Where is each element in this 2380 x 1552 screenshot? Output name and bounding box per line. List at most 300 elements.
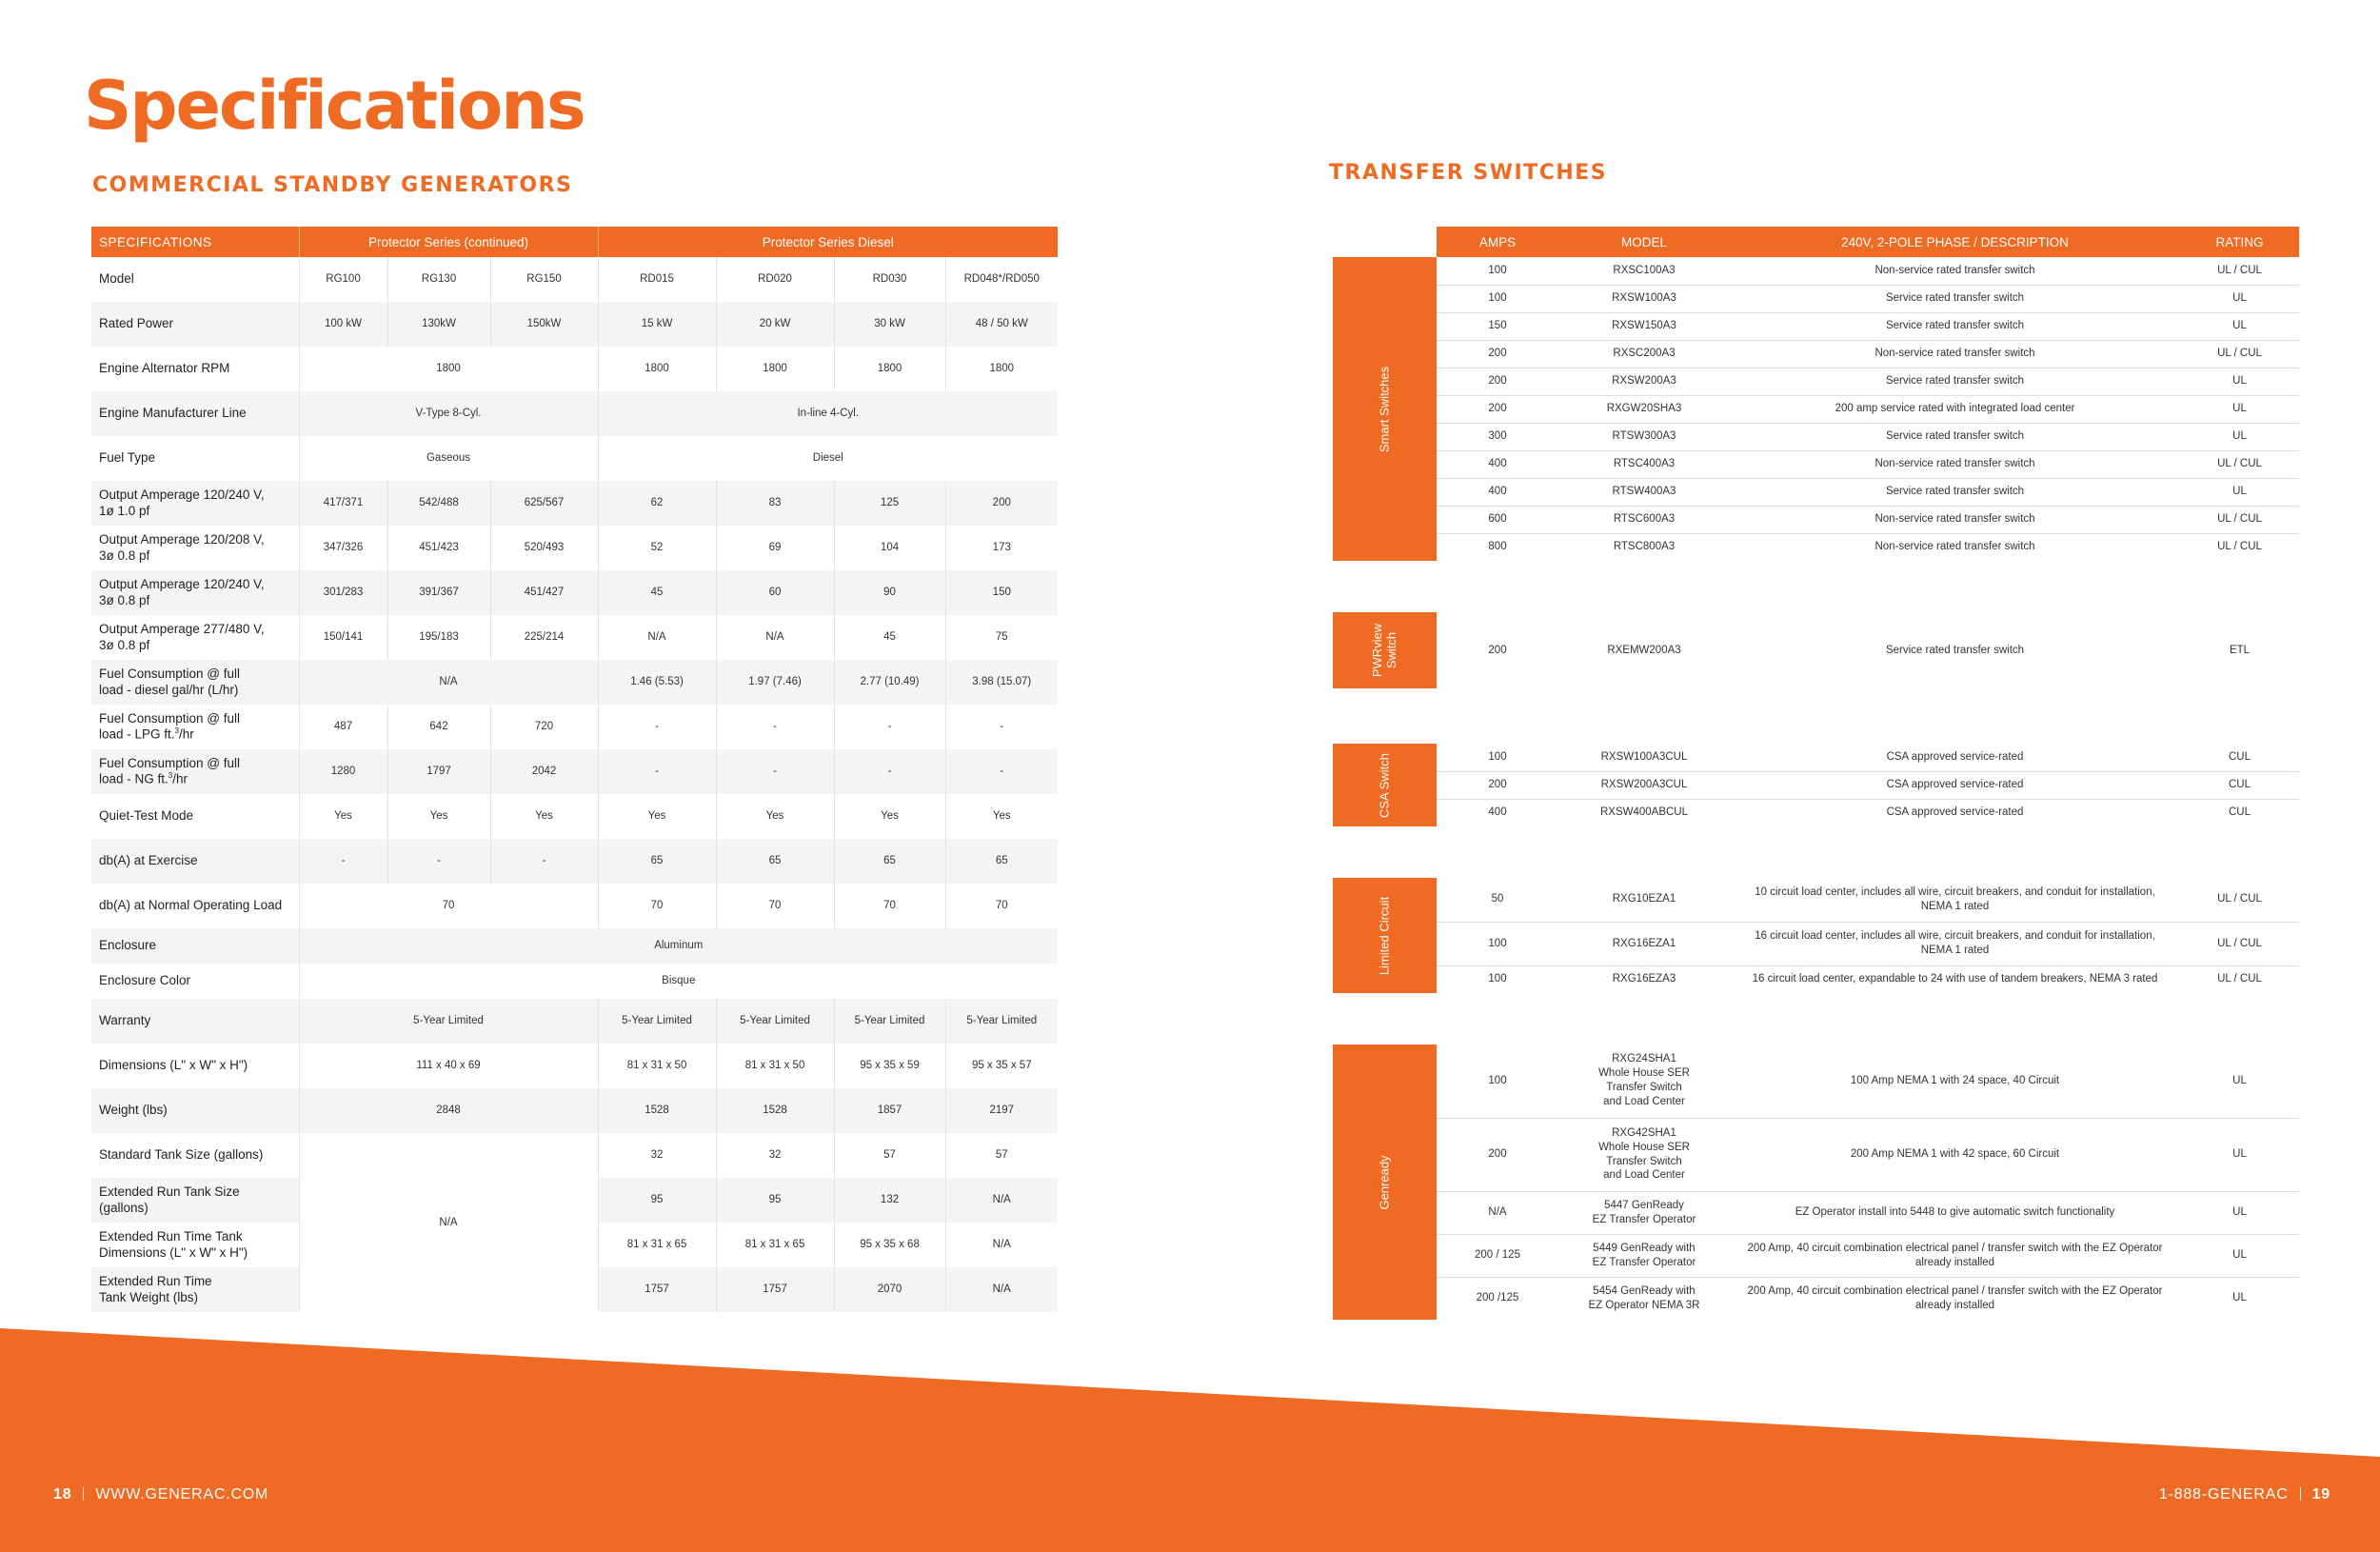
- table-cell: 2197: [945, 1088, 1058, 1133]
- table-cell: 225/214: [490, 615, 598, 660]
- table-cell: 173: [945, 526, 1058, 570]
- model-line: 5449 GenReady with: [1593, 1242, 1696, 1254]
- desc-line: 10 circuit load center, includes all wire, circuit breakers, and conduit for installation,: [1755, 885, 2155, 898]
- table-row: [91, 749, 1058, 794]
- table-cell: 70: [598, 884, 716, 928]
- table-cell: 200: [1437, 395, 1558, 423]
- table-cell: 2.77 (10.49): [834, 660, 945, 705]
- table-row: [91, 1044, 1058, 1088]
- table-row: [1333, 423, 2299, 450]
- table-cell: 70: [834, 884, 945, 928]
- desc-line: NEMA 1 rated: [1920, 900, 1990, 912]
- table-cell: UL / CUL: [2180, 450, 2299, 478]
- table-cell: 32: [716, 1133, 834, 1178]
- page-number-left: 18: [53, 1486, 72, 1502]
- spacer-cell: [1333, 993, 2299, 1045]
- table-row: [91, 1088, 1058, 1133]
- row-label: Model: [99, 271, 134, 287]
- table-row: [1333, 922, 2299, 965]
- row-label: Warranty: [91, 999, 299, 1044]
- group-label-csa-switch: [1333, 744, 1437, 826]
- table-cell: [1558, 1191, 1730, 1234]
- table-row: [91, 391, 1058, 436]
- table-row: [91, 302, 1058, 347]
- table-cell: -: [598, 705, 716, 749]
- generator-spec-table: [91, 227, 1058, 1312]
- table-cell: 1800: [834, 347, 945, 391]
- section-title-generators: COMMERCIAL STANDBY GENERATORS: [92, 173, 573, 197]
- spacer-cell: [1333, 688, 2299, 744]
- table-cell: 800: [1488, 541, 1507, 553]
- table-cell: N/A: [945, 1223, 1058, 1267]
- table-cell: 487: [299, 705, 387, 749]
- table-cell: 195/183: [387, 615, 490, 660]
- group-label-text: [1371, 624, 1399, 677]
- row-label: Weight (lbs): [91, 1088, 299, 1133]
- table-cell: N/A: [299, 1133, 598, 1312]
- table-cell: 65: [598, 839, 716, 884]
- row-label: Enclosure: [91, 928, 299, 964]
- model-line: Transfer Switch: [1606, 1082, 1682, 1094]
- table-cell: RXSW150A3: [1558, 312, 1730, 340]
- table-cell: 5-Year Limited: [598, 999, 716, 1044]
- table-cell: 200: [945, 481, 1058, 526]
- table-cell: 57: [945, 1133, 1058, 1178]
- header-description: 240V, 2-POLE PHASE / DESCRIPTION: [1730, 227, 2180, 257]
- header-amps: AMPS: [1437, 227, 1558, 257]
- row-label: db(A) at Normal Operating Load: [99, 898, 283, 913]
- table-cell: RXG16EZA3: [1612, 973, 1676, 985]
- label-line: Tank Weight (lbs): [99, 1289, 199, 1304]
- table-cell: 20 kW: [716, 302, 834, 347]
- table-cell: Yes: [716, 794, 834, 839]
- model-line: RXG24SHA1: [1612, 1053, 1676, 1065]
- table-cell: 200: [1488, 644, 1507, 656]
- table-cell: 1800: [716, 347, 834, 391]
- table-row: [1333, 478, 2299, 506]
- footer-band-shape: [0, 1328, 2380, 1552]
- group-label-line: Switch: [1383, 631, 1398, 669]
- table-cell: 95: [598, 1178, 716, 1223]
- row-label: [91, 526, 299, 570]
- label-line: 1ø 1.0 pf: [99, 503, 150, 518]
- table-cell: 3.98 (15.07): [945, 660, 1058, 705]
- table-row: [91, 839, 1058, 884]
- table-cell: -: [945, 749, 1058, 794]
- group-spacer: [1333, 688, 2299, 744]
- model-line: and Load Center: [1603, 1169, 1685, 1182]
- table-cell: 70: [945, 884, 1058, 928]
- table-cell: 1757: [716, 1267, 834, 1312]
- table-cell: 57: [834, 1133, 945, 1178]
- table-cell: 520/493: [490, 526, 598, 570]
- table-cell: -: [716, 749, 834, 794]
- group-label-text: Genready: [1377, 1154, 1392, 1210]
- table-cell: UL / CUL: [2180, 878, 2299, 922]
- footer-divider: [2300, 1487, 2301, 1501]
- table-row: [91, 347, 1058, 391]
- table-cell: RXSC100A3: [1558, 257, 1730, 285]
- table-cell: 2070: [834, 1267, 945, 1312]
- table-cell: 542/488: [387, 481, 490, 526]
- table-cell: UL: [2180, 423, 2299, 450]
- table-row: [1333, 771, 2299, 799]
- table-cell: CSA approved service-rated: [1886, 806, 2024, 819]
- table-cell: Bisque: [299, 964, 1058, 999]
- table-cell: N/A: [945, 1267, 1058, 1312]
- table-row: [91, 481, 1058, 526]
- label-line: /hr: [179, 726, 194, 742]
- label-line: /hr: [172, 771, 188, 786]
- group-spacer: [1333, 561, 2299, 612]
- group-label-text: CSA Switch: [1377, 752, 1392, 818]
- table-row: [1333, 1118, 2299, 1191]
- label-line: Output Amperage 120/240 V,: [99, 577, 265, 592]
- row-label: Rated Power: [91, 302, 299, 347]
- label-line: load - diesel gal/hr (L/hr): [99, 682, 239, 697]
- row-label: [91, 481, 299, 526]
- table-cell: Service rated transfer switch: [1730, 285, 2180, 312]
- table-cell: [1730, 1234, 2180, 1277]
- table-row: [1333, 744, 2299, 771]
- table-row: [1333, 612, 2299, 688]
- table-cell: Service rated transfer switch: [1730, 312, 2180, 340]
- table-cell: 70: [716, 884, 834, 928]
- table-cell: -: [387, 839, 490, 884]
- model-line: Transfer Switch: [1606, 1155, 1682, 1167]
- table-cell: UL: [2180, 1191, 2299, 1234]
- table-cell: 100: [1437, 285, 1558, 312]
- table-cell: 1857: [834, 1088, 945, 1133]
- phone-number[interactable]: 1-888-GENERAC: [2158, 1486, 2289, 1502]
- table-cell: 150: [1437, 312, 1558, 340]
- model-line: 5447 GenReady: [1604, 1199, 1684, 1211]
- table-cell: RD030: [834, 257, 945, 302]
- footer-band: [0, 1314, 2380, 1552]
- table-cell: RXSW200A3CUL: [1558, 771, 1730, 799]
- table-cell: UL: [2180, 1118, 2299, 1191]
- table-cell: 65: [716, 839, 834, 884]
- table-cell: -: [834, 749, 945, 794]
- table-cell: Yes: [598, 794, 716, 839]
- table-cell: 100: [1437, 922, 1558, 965]
- table-row: [1333, 257, 2299, 285]
- table-cell: Service rated transfer switch: [1885, 644, 2025, 656]
- table-cell: 48 / 50 kW: [945, 302, 1058, 347]
- table-cell: Gaseous: [299, 436, 598, 481]
- label-line: 3ø 0.8 pf: [99, 592, 150, 607]
- table-row: [1333, 799, 2299, 826]
- table-cell: 2848: [299, 1088, 598, 1133]
- table-cell: -: [299, 839, 387, 884]
- table-cell: Non-service rated transfer switch: [1730, 257, 2180, 285]
- group-label-genready: [1333, 1045, 1437, 1320]
- table-cell: Service rated transfer switch: [1730, 368, 2180, 395]
- table-cell: 5-Year Limited: [834, 999, 945, 1044]
- label-line: Fuel Consumption @ full: [99, 711, 241, 726]
- table-cell: RXG16EZA1: [1558, 922, 1730, 965]
- table-row: [1333, 395, 2299, 423]
- table-row: [1333, 312, 2299, 340]
- desc-line: NEMA 1 rated: [1920, 945, 1990, 956]
- table-cell: RTSC600A3: [1558, 506, 1730, 533]
- table-cell: RTSW400A3: [1558, 478, 1730, 506]
- table-row: [1333, 368, 2299, 395]
- transfer-switch-table: [1333, 227, 2299, 1320]
- label-line: load - NG ft.: [99, 771, 169, 786]
- table-cell: 95 x 35 x 68: [834, 1223, 945, 1267]
- table-cell: 60: [716, 570, 834, 615]
- table-cell: 2042: [490, 749, 598, 794]
- table-cell: RXG10EZA1: [1558, 878, 1730, 922]
- table-cell: 400: [1437, 450, 1558, 478]
- desc-line: 200 Amp, 40 circuit combination electrical panel / transfer switch with the EZ Operator: [1747, 1242, 2163, 1254]
- table-cell: 1280: [299, 749, 387, 794]
- table-cell: UL / CUL: [2217, 973, 2262, 985]
- table-cell: 95: [716, 1178, 834, 1223]
- model-line: 5454 GenReady with: [1593, 1284, 1696, 1297]
- label-line: Fuel Consumption @ full: [99, 756, 241, 771]
- table-cell: 5-Year Limited: [716, 999, 834, 1044]
- table-cell: N/A: [716, 615, 834, 660]
- table-cell: UL / CUL: [2217, 541, 2262, 553]
- label-line: Fuel Consumption @ full: [99, 667, 241, 682]
- table-row: [91, 928, 1058, 964]
- table-cell: 100: [1437, 257, 1558, 285]
- table-cell: CSA approved service-rated: [1730, 744, 2180, 771]
- spacer-cell: [1333, 561, 2299, 612]
- label-line: Output Amperage 120/208 V,: [99, 532, 265, 547]
- table-cell: UL / CUL: [2180, 340, 2299, 368]
- desc-line: 200 Amp, 40 circuit combination electrical panel / transfer switch with the EZ Operator: [1747, 1284, 2163, 1297]
- label-line: load - LPG ft.: [99, 726, 175, 742]
- table-cell: 62: [598, 481, 716, 526]
- table-cell: N/A: [945, 1178, 1058, 1223]
- table-cell: 200 Amp NEMA 1 with 42 space, 60 Circuit: [1730, 1118, 2180, 1191]
- table-cell: 1800: [598, 347, 716, 391]
- table-cell: Yes: [490, 794, 598, 839]
- table-cell: 104: [834, 526, 945, 570]
- table-row: [91, 436, 1058, 481]
- table-cell: CUL: [2180, 744, 2299, 771]
- row-label: Quiet-Test Mode: [99, 808, 194, 824]
- table-cell: RXGW20SHA3: [1558, 395, 1730, 423]
- table-row: [1333, 965, 2299, 993]
- row-label: Standard Tank Size (gallons): [99, 1147, 264, 1163]
- group-label-limited-circuit: [1333, 878, 1437, 993]
- model-line: EZ Operator NEMA 3R: [1588, 1299, 1700, 1311]
- table-cell: 100: [1437, 1045, 1558, 1118]
- table-cell: 75: [945, 615, 1058, 660]
- group-label-text: Smart Switches: [1377, 366, 1392, 452]
- table-cell: 100: [1437, 744, 1558, 771]
- table-row: [1333, 1191, 2299, 1234]
- table-cell: 81 x 31 x 50: [598, 1044, 716, 1088]
- table-cell: 81 x 31 x 65: [598, 1223, 716, 1267]
- table-cell: 5-Year Limited: [299, 999, 598, 1044]
- header-blank: [1333, 227, 1437, 257]
- table-cell: 100: [1488, 973, 1507, 985]
- table-cell: 200: [1437, 368, 1558, 395]
- table-cell: RXSW200A3: [1558, 368, 1730, 395]
- table-row: [91, 1133, 1058, 1178]
- group-spacer: [1333, 826, 2299, 878]
- table-cell: [1558, 1118, 1730, 1191]
- row-label: [91, 705, 299, 749]
- table-cell: 150/141: [299, 615, 387, 660]
- table-cell: 417/371: [299, 481, 387, 526]
- table-cell: 90: [834, 570, 945, 615]
- table-cell: UL: [2232, 1292, 2247, 1304]
- group-label-pwrview-switch: [1333, 612, 1437, 688]
- table-cell: 1800: [299, 347, 598, 391]
- table-row: [91, 660, 1058, 705]
- table-cell: 200 amp service rated with integrated load center: [1730, 395, 2180, 423]
- row-label: [91, 749, 299, 794]
- table-cell: 1757: [598, 1267, 716, 1312]
- table-cell: 111 x 40 x 69: [299, 1044, 598, 1088]
- row-label: [91, 570, 299, 615]
- table-cell: Non-service rated transfer switch: [1730, 340, 2180, 368]
- table-cell: 32: [598, 1133, 716, 1178]
- row-label: [91, 615, 299, 660]
- table-cell: 391/367: [387, 570, 490, 615]
- table-cell: 65: [834, 839, 945, 884]
- table-cell: CUL: [2180, 771, 2299, 799]
- table-cell: 130kW: [387, 302, 490, 347]
- table-cell: RXEMW200A3: [1607, 644, 1681, 656]
- footer-left: [53, 1486, 268, 1503]
- table-row: [1333, 340, 2299, 368]
- table-row: [1333, 878, 2299, 922]
- page-number-right: 19: [2311, 1486, 2330, 1502]
- table-cell: 642: [387, 705, 490, 749]
- table-cell: -: [945, 705, 1058, 749]
- header-model: MODEL: [1558, 227, 1730, 257]
- model-line: Whole House SER: [1598, 1141, 1690, 1153]
- table-cell: V-Type 8-Cyl.: [299, 391, 598, 436]
- table-cell: RXSC200A3: [1558, 340, 1730, 368]
- table-cell: UL / CUL: [2180, 506, 2299, 533]
- table-header-row: [1333, 227, 2299, 257]
- table-cell: 100 Amp NEMA 1 with 24 space, 40 Circuit: [1730, 1045, 2180, 1118]
- table-cell: 95 x 35 x 59: [834, 1044, 945, 1088]
- table-row: [91, 999, 1058, 1044]
- table-cell: UL: [2180, 1234, 2299, 1277]
- header-protector-continued: Protector Series (continued): [299, 227, 598, 257]
- table-row: [91, 884, 1058, 928]
- table-cell: 5-Year Limited: [945, 999, 1058, 1044]
- table-cell: 625/567: [490, 481, 598, 526]
- table-cell: 301/283: [299, 570, 387, 615]
- table-cell: UL: [2180, 368, 2299, 395]
- table-cell: RD020: [716, 257, 834, 302]
- table-row: [91, 615, 1058, 660]
- table-cell: RG150: [490, 257, 598, 302]
- table-cell: UL: [2180, 478, 2299, 506]
- table-cell: -: [490, 839, 598, 884]
- row-label: Extended Run Tank Size (gallons): [91, 1178, 299, 1223]
- row-label: Engine Manufacturer Line: [91, 391, 299, 436]
- table-cell: RTSC800A3: [1613, 541, 1676, 553]
- table-cell: N/A: [1437, 1191, 1558, 1234]
- desc-line: 16 circuit load center, includes all wire, circuit breakers, and conduit for installation,: [1755, 930, 2155, 943]
- table-row: [1333, 1045, 2299, 1118]
- desc-line: already installed: [1914, 1256, 1995, 1268]
- row-label: Dimensions (L" x W" x H"): [99, 1058, 248, 1073]
- table-cell: Diesel: [598, 436, 1058, 481]
- superscript: 3: [168, 771, 173, 781]
- table-cell: 720: [490, 705, 598, 749]
- table-row: [1333, 285, 2299, 312]
- table-row: [91, 570, 1058, 615]
- label-line: Output Amperage 277/480 V,: [99, 622, 265, 637]
- table-cell: RXSW100A3: [1558, 285, 1730, 312]
- table-cell: Non-service rated transfer switch: [1730, 450, 2180, 478]
- table-cell: Aluminum: [299, 928, 1058, 964]
- table-cell: N/A: [598, 615, 716, 660]
- table-cell: -: [834, 705, 945, 749]
- model-line: RXG42SHA1: [1612, 1126, 1676, 1139]
- table-cell: 50: [1437, 878, 1558, 922]
- website-link[interactable]: WWW.GENERAC.COM: [95, 1486, 269, 1502]
- table-cell: RG130: [387, 257, 490, 302]
- header-protector-diesel: Protector Series Diesel: [598, 227, 1058, 257]
- table-cell: 451/423: [387, 526, 490, 570]
- row-label: Fuel Type: [99, 450, 156, 466]
- table-cell: 81 x 31 x 65: [716, 1223, 834, 1267]
- table-cell: -: [716, 705, 834, 749]
- row-label: Enclosure Color: [99, 973, 191, 988]
- table-cell: 45: [834, 615, 945, 660]
- table-cell: 400: [1437, 478, 1558, 506]
- table-row: [91, 257, 1058, 302]
- group-spacer: [1333, 993, 2299, 1045]
- group-label-smart-switches: [1333, 257, 1437, 561]
- table-cell: 30 kW: [834, 302, 945, 347]
- table-cell: UL: [2180, 395, 2299, 423]
- table-cell: -: [598, 749, 716, 794]
- table-cell: RG100: [299, 257, 387, 302]
- label-line: Extended Run Time Tank: [99, 1229, 243, 1244]
- table-cell: 1528: [716, 1088, 834, 1133]
- table-cell: Yes: [387, 794, 490, 839]
- table-row: [1333, 533, 2299, 561]
- model-line: Whole House SER: [1598, 1067, 1690, 1080]
- label-line: Dimensions (L" x W" x H"): [99, 1244, 248, 1260]
- table-cell: 69: [716, 526, 834, 570]
- table-cell: 1.97 (7.46): [716, 660, 834, 705]
- table-cell: RD048*/RD050: [945, 257, 1058, 302]
- label-line: Output Amperage 120/240 V,: [99, 487, 265, 503]
- table-cell: Service rated transfer switch: [1730, 478, 2180, 506]
- table-cell: 16 circuit load center, expandable to 24 with use of tandem breakers, NEMA 3 rated: [1752, 973, 2158, 985]
- table-cell: 125: [834, 481, 945, 526]
- model-line: and Load Center: [1603, 1096, 1685, 1108]
- spacer-cell: [1333, 826, 2299, 878]
- table-cell: 1797: [387, 749, 490, 794]
- group-label-line: PWRview: [1369, 623, 1384, 678]
- table-row: [1333, 1234, 2299, 1277]
- table-cell: 200 / 125: [1437, 1234, 1558, 1277]
- table-cell: RTSW300A3: [1558, 423, 1730, 450]
- section-title-transfer-switches: TRANSFER SWITCHES: [1329, 161, 1608, 185]
- table-header-row: [91, 227, 1058, 257]
- table-cell: 65: [945, 839, 1058, 884]
- desc-line: already installed: [1914, 1299, 1995, 1311]
- table-cell: 200: [1437, 1118, 1558, 1191]
- table-cell: Yes: [834, 794, 945, 839]
